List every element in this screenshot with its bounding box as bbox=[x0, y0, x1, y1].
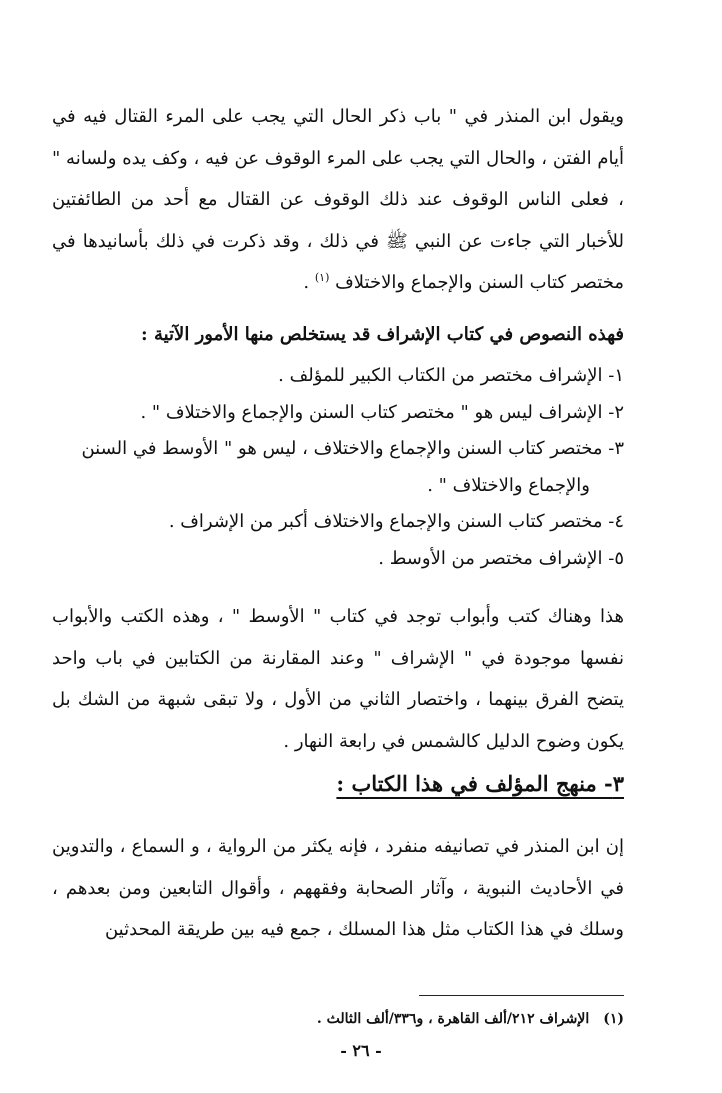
list-item: ٥- الإشراف مختصر من الأوسط . bbox=[378, 547, 624, 569]
list-item-continuation: والإجماع والاختلاف " . bbox=[427, 474, 590, 496]
section-heading: ٣- منهج المؤلف في هذا الكتاب : bbox=[336, 771, 624, 796]
footnote-reference[interactable]: (١) bbox=[314, 271, 330, 284]
footnote-text: الإشراف ٢١٢/ألف القاهرة ، و٣٣٦/ألف الثالث . bbox=[316, 1011, 590, 1027]
footnote bbox=[52, 1008, 624, 1030]
footnote-number: (١) bbox=[603, 1011, 624, 1027]
list-item: ١- الإشراف مختصر من الكتاب الكبير للمؤلف . bbox=[278, 365, 624, 386]
footnote-divider bbox=[419, 995, 624, 996]
list-item: ٤- مختصر كتاب السنن والإجماع والاختلاف أكبر من الإشراف . bbox=[168, 511, 624, 532]
conclusions-list bbox=[52, 358, 624, 577]
method-paragraph: إن ابن المنذر في تصانيفه منفرد ، فإنه يكثر من الرواية ، و السماع ، والتدوين في الأحاديث النبوية ، وآثار الصحابة وفقههم ، وأقوال التابعين ومن بعدهم ، وسلك في هذا الكتاب مثل هذا المسلك ، جمع فيه بين طريقة المحدثين bbox=[52, 836, 624, 940]
intro-paragraph bbox=[52, 96, 624, 304]
list-item: ٢- الإشراف ليس هو " مختصر كتاب السنن والإجماع والاختلاف " . bbox=[140, 401, 624, 423]
comparison-paragraph: هذا وهناك كتب وأبواب توجد في كتاب " الأوسط " ، وهذه الكتب والأبواب نفسها موجودة في " الإشراف " وعند المقارنة من الكتابين في باب واحد يتضح الفرق بينهما ، واختصار الثاني من الأول ، ولا تبقى شبهة من الشك بل يكون وضوح الدليل كالشمس في رابعة النهار . bbox=[52, 606, 624, 752]
intro-paragraph-text: ويقول ابن المنذر في " باب ذكر الحال التي يجب على المرء القتال فيه في أيام الفتن ، والحال التي يجب على المرء الوقوف عن فيه ، وكف يده ولسانه " ، فعلى الناس الوقوف عند ذلك الوقوف عن القتال مع أحد من الطائفتين للأخبار التي جاءت عن النبي ﷺ في ذلك ، وقد ذكرت في ذلك بأسانيدها في مختصر كتاب السنن والإجماع والاختلاف bbox=[52, 106, 624, 293]
list-item: ٣- مختصر كتاب السنن والإجماع والاختلاف ، ليس هو " الأوسط في السنن bbox=[81, 438, 624, 459]
intro-paragraph-ending: . bbox=[303, 272, 315, 293]
page-number: - ٢٦ - bbox=[340, 1041, 382, 1060]
lead-sentence: فهذه النصوص في كتاب الإشراف قد يستخلص منها الأمور الآتية : bbox=[141, 324, 624, 345]
